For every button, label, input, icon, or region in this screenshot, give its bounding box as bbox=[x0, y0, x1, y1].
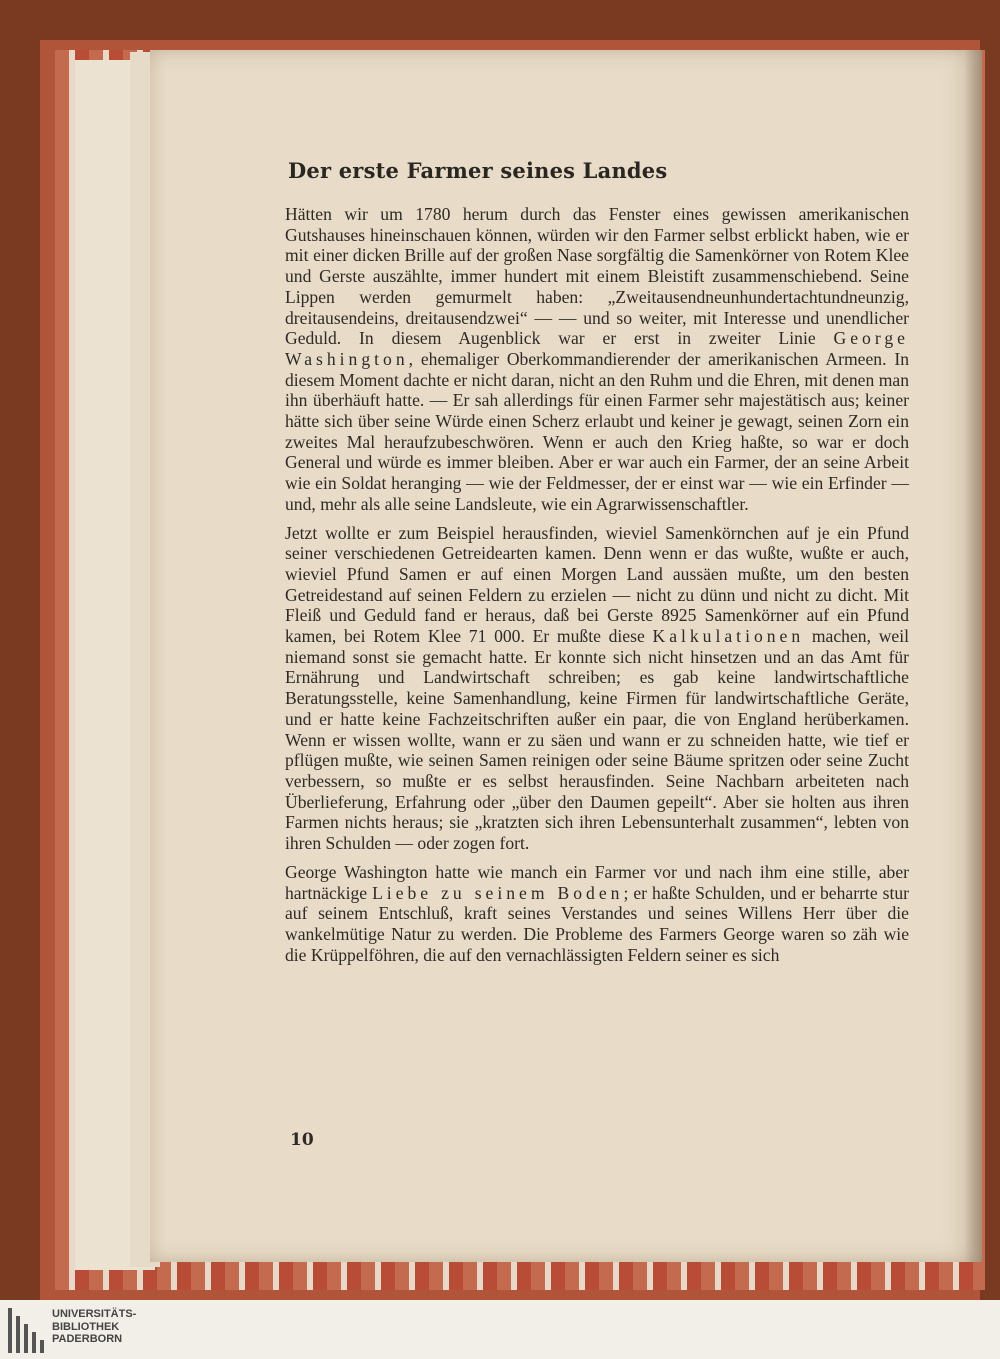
paragraph-text: machen, weil niemand sonst sie gemacht hatte. Er konnte sich nicht hinsetzen und an das Amt für Ernährung und Landwirtschaft schreiben; es gab keine landwirtschaftliche Beratungsstelle, keine Samenhandlung, keine Firmen für landwirtschaftliche Geräte, und er hatte keine Fachzeitschriften außer ein paar, die von England herüberkamen. Wenn er wissen wollte, wann er zu säen und wann er zu schneiden hatte, wie tief er pflügen mußte, wie seinen Samen reinigen oder seine Bäume spritzen oder seine Zucht verbessern, so mußte er es selbst herausfinden. Seine Nachbarn arbeiteten nach Überlieferung, Erfahrung oder „über den Daumen gepeilt“. Aber sie holten aus ihren Farmen nichts heraus; sie „kratzten sich ihren Lebensunterhalt zusammen“, lebten von ihren Schulden — oder zogen fort. bbox=[285, 626, 909, 854]
chapter-title: Der erste Farmer seines Landes bbox=[288, 158, 668, 183]
spaced-emphasis: Kalkulationen bbox=[652, 626, 805, 647]
spaced-emphasis: Liebe zu seinem Boden bbox=[372, 882, 624, 903]
paragraph-1 bbox=[285, 204, 909, 515]
library-name-line: PADERBORN bbox=[52, 1333, 123, 1345]
paragraph-text: ; er haßte Schulden, und er beharrte stur auf seinem Entschluß, kraft seines Verstandes und seines Willens Herr über die wankelmütige Natur zu werden. Die Probleme des Farmers George waren so zäh wie die Krüppelföhren, die auf den vernachlässigten Feldern seiner es sich bbox=[285, 882, 910, 965]
library-logo-icon bbox=[8, 1308, 48, 1353]
page-number: 10 bbox=[290, 1130, 314, 1150]
paragraph-text: George Washington hatte wie manch ein Farmer vor und nach ihm eine stille, aber hartnäckige bbox=[285, 861, 909, 903]
library-name-line: BIBLIOTHEK bbox=[52, 1320, 120, 1333]
library-name-line: UNIVERSITÄTS- bbox=[52, 1308, 137, 1320]
paragraph-3 bbox=[285, 862, 909, 966]
paragraph-text: Hätten wir um 1780 herum durch das Fenster eines gewissen amerikanischen Gutshauses hineinschauen können, würden wir den Farmer selbst erblickt haben, wie er mit einer dicken Brille auf der großen Nase sorgfältig die Samenkörner von Rotem Klee und Gerste auszählte, immer hundert mit einem Bleistift zusammenschiebend. Seine Lippen werden gemurmelt haben: „Zweitausendneunhundertachtundneunzig, dreitausendeins, dreitausendzwei“ — — und so weiter, mit Interesse und unendlicher Geduld. In diesem Augenblick war er erst in zweiter Linie bbox=[285, 204, 909, 349]
paragraph-text: , ehemaliger Oberkommandierender der amerikanischen Armeen. In diesem Moment dachte er nicht daran, nicht an den Ruhm und die Ehren, mit denen man ihn überhäuft hatte. — Er sah allerdings für einen Farmer sehr majestätisch aus; keiner hätte sich über seine Würde einen Scherz erlaubt und keiner je gewagt, seinen Zorn ein zweites Mal heraufzubeschwören. Wenn er auch den Krieg haßte, so war er doch General und würde es immer bleiben. Aber er war auch ein Farmer, der an seine Arbeit wie ein Soldat heranging — wie der Feldmesser, der er einst war — wie ein Erfinder — und, mehr als alle seine Landsleute, wie ein Agrarwissenschaftler. bbox=[285, 348, 909, 514]
paragraph-text: Jetzt wollte er zum Beispiel herausfinden, wieviel Samenkörnchen auf je ein Pfund seiner verschiedenen Getreidearten kamen. Denn wenn er das wußte, wußte er auch, wieviel Pfund Samen er auf einen Morgen Land aussäen mußte, um den besten Getreidestand auf seinen Feldern zu erzielen — nicht zu dünn und nicht zu dicht. Mit Fleiß und Geduld fand er heraus, daß bei Gerste 8925 Samenkörner auf ein Pfund kamen, bei Rotem Klee 71 000. Er mußte diese bbox=[285, 522, 909, 647]
paragraph-2 bbox=[285, 523, 909, 854]
page-gutter-shadow bbox=[964, 50, 982, 1262]
library-name bbox=[52, 1308, 136, 1346]
book-page bbox=[150, 50, 982, 1262]
spaced-emphasis: George Washington bbox=[285, 328, 909, 369]
library-footer bbox=[0, 1300, 1000, 1359]
body-text bbox=[285, 204, 909, 973]
